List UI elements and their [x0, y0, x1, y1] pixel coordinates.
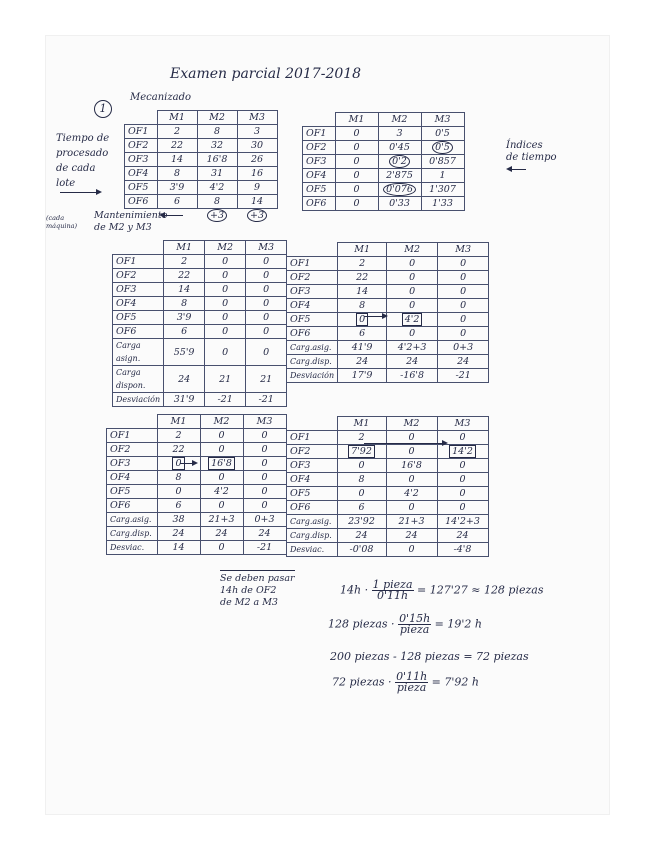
note-line: de cada	[56, 163, 96, 174]
table-row: OF1 2 8 3	[125, 125, 278, 139]
boxed-value: 4'2	[402, 313, 423, 326]
table-row: OF6 6 0 0	[287, 327, 489, 341]
assignment-table-c	[106, 414, 287, 555]
summary-row: Desviación 17'9 -16'8 -21	[287, 369, 489, 383]
note-se-deben-pasar	[220, 570, 295, 609]
summary-row: Carg.asig. 23'92 21+3 14'2+3	[287, 515, 489, 529]
table-row: OF2 22 0 0	[113, 269, 287, 283]
note-line: de M2 a M3	[220, 597, 278, 608]
table-row: OF1 2 0 0	[287, 257, 489, 271]
assignment-table-a	[112, 240, 287, 407]
column-header: M2	[200, 415, 243, 429]
circled-value: 0'5	[432, 141, 453, 154]
table-row: OF4 8 0 0	[287, 299, 489, 313]
circled-value: 0'076	[383, 183, 416, 196]
column-header: M3	[421, 113, 464, 127]
summary-row: Carga asign. 55'9 0 0	[113, 339, 287, 366]
column-header: M3	[243, 415, 286, 429]
table-row: OF2 22 0 0	[107, 443, 287, 457]
calc-line-4: 72 piezas · $\frac{0'11h}{\text{pieza}}$ = 7'92 h	[332, 670, 479, 694]
summary-row: Carg.disp. 24 24 24	[107, 527, 287, 541]
assignment-table-d	[286, 416, 489, 557]
boxed-value: 0	[172, 457, 184, 470]
calc-line-3: 200 piezas - 128 piezas = 72 piezas	[330, 650, 529, 663]
fraction: $\frac{0'11h}{\text{pieza}}$	[396, 670, 428, 694]
arrow-right-icon	[60, 192, 100, 193]
table-row: OF3 14 16'8 26	[125, 153, 278, 167]
summary-row: Carg.disp. 24 24 24	[287, 529, 489, 543]
boxed-value: 16'8	[208, 457, 235, 470]
summary-row: Carg.asig. 38 21+3 0+3	[107, 513, 287, 527]
note-line: Mantenimiento	[94, 210, 168, 221]
note-line: (cada	[46, 214, 65, 222]
note-line: Se deben pasar	[220, 570, 295, 585]
table-row: OF5 0 4'2 0	[287, 313, 489, 327]
summary-row: Desviación 31'9 -21 -21	[113, 393, 287, 407]
boxed-value: 7'92	[348, 445, 375, 458]
table-row: OF6 6 0 0	[107, 499, 287, 513]
table-row: OF4 8 31 16	[125, 167, 278, 181]
table-row: OF1 2 0 0	[107, 429, 287, 443]
column-header: M1	[157, 111, 197, 125]
arrow-left-icon	[508, 169, 526, 170]
note-indices	[506, 140, 557, 164]
table-row: OF3 0 16'8 0	[107, 457, 287, 471]
transfer-arrow-icon	[364, 443, 446, 444]
problem-number: 1	[94, 100, 112, 118]
table-row: OF5 3'9 0 0	[113, 311, 287, 325]
table-row: OF4 8 0 0	[287, 473, 489, 487]
table-row: OF5 0 0'076 1'307	[303, 183, 465, 197]
table-row: OF5 0 4'2 0	[107, 485, 287, 499]
table-row: OF5 0 4'2 0	[287, 487, 489, 501]
table-row: OF4 0 2'875 1	[303, 169, 465, 183]
table-row: OF1 2 0 0	[287, 431, 489, 445]
table-row: OF3 14 0 0	[287, 285, 489, 299]
column-header: M3	[437, 417, 488, 431]
notebook-page	[46, 36, 609, 814]
table-row: OF1 0 3 0'5	[303, 127, 465, 141]
column-header: M3	[246, 241, 287, 255]
boxed-value: 0	[356, 313, 368, 326]
maintenance-m2: +3	[207, 209, 227, 222]
maintenance-row	[125, 209, 278, 223]
summary-row: Carg.disp. 24 24 24	[287, 355, 489, 369]
summary-row: Carg.asig. 41'9 4'2+3 0+3	[287, 341, 489, 355]
section-label: Mecanizado	[130, 92, 192, 103]
column-header: M2	[197, 111, 237, 125]
summary-row: Desviac. 14 0 -21	[107, 541, 287, 555]
table-row: OF6 6 0 0	[287, 501, 489, 515]
calc-line-1: 14h · $\frac{\text{1 pieza}}{0'11h}$ = 127'27 ≈ 128 piezas	[340, 578, 544, 602]
note-tiempo-procesado	[56, 131, 109, 191]
table-row: OF3 0 0'2 0'857	[303, 155, 465, 169]
summary-row: Desviac. -0'08 0 -4'8	[287, 543, 489, 557]
table-row: OF6 0 0'33 1'33	[303, 197, 465, 211]
table-row: OF2 7'92 0 14'2	[287, 445, 489, 459]
column-header: M2	[386, 417, 437, 431]
note-line: Tiempo de	[56, 133, 110, 144]
column-header: M1	[157, 415, 200, 429]
transfer-arrow-icon	[364, 316, 386, 317]
table-row: OF4 8 0 0	[113, 297, 287, 311]
calc-line-2: 128 piezas · $\frac{0'15h}{\text{pieza}}$ = 19'2 h	[328, 612, 482, 636]
transfer-arrow-icon	[180, 463, 196, 464]
table-row: OF1 2 0 0	[113, 255, 287, 269]
table-row: OF2 22 32 30	[125, 139, 278, 153]
table-row: OF4 8 0 0	[107, 471, 287, 485]
table-row: OF2 0 0'45 0'5	[303, 141, 465, 155]
summary-row: Carga dispon. 24 21 21	[113, 366, 287, 393]
column-header: M1	[337, 417, 386, 431]
note-line: lote	[56, 178, 76, 189]
boxed-value: 14'2	[449, 445, 476, 458]
column-header: M3	[237, 111, 277, 125]
table-row: OF6 6 0 0	[113, 325, 287, 339]
table-row: OF5 3'9 4'2 9	[125, 181, 278, 195]
note-line: 14h de OF2	[220, 585, 277, 596]
table-row: OF6 6 8 14	[125, 195, 278, 209]
circled-value: 0'2	[389, 155, 410, 168]
table-row: OF2 22 0 0	[287, 271, 489, 285]
column-header: M2	[205, 241, 246, 255]
fraction: $\frac{0'15h}{\text{pieza}}$	[399, 612, 431, 636]
time-index-table	[302, 112, 465, 211]
column-header: M2	[387, 243, 438, 257]
note-line: Índices	[506, 140, 543, 151]
fraction: $\frac{\text{1 pieza}}{0'11h}$	[372, 578, 413, 602]
table-row: OF3 0 16'8 0	[287, 459, 489, 473]
column-header: M1	[338, 243, 387, 257]
page-title: Examen parcial 2017-2018	[170, 66, 362, 82]
note-cada-maquina	[46, 214, 77, 230]
note-line: máquina)	[46, 222, 78, 230]
column-header: M3	[438, 243, 489, 257]
column-header: M1	[335, 113, 378, 127]
column-header: M1	[164, 241, 205, 255]
processing-time-table	[124, 110, 278, 222]
note-line: de M2 y M3	[94, 222, 152, 233]
table-row: OF3 14 0 0	[113, 283, 287, 297]
maintenance-m3: +3	[247, 209, 267, 222]
note-line: de tiempo	[506, 152, 557, 163]
column-header: M2	[378, 113, 421, 127]
note-line: procesado	[56, 148, 109, 159]
